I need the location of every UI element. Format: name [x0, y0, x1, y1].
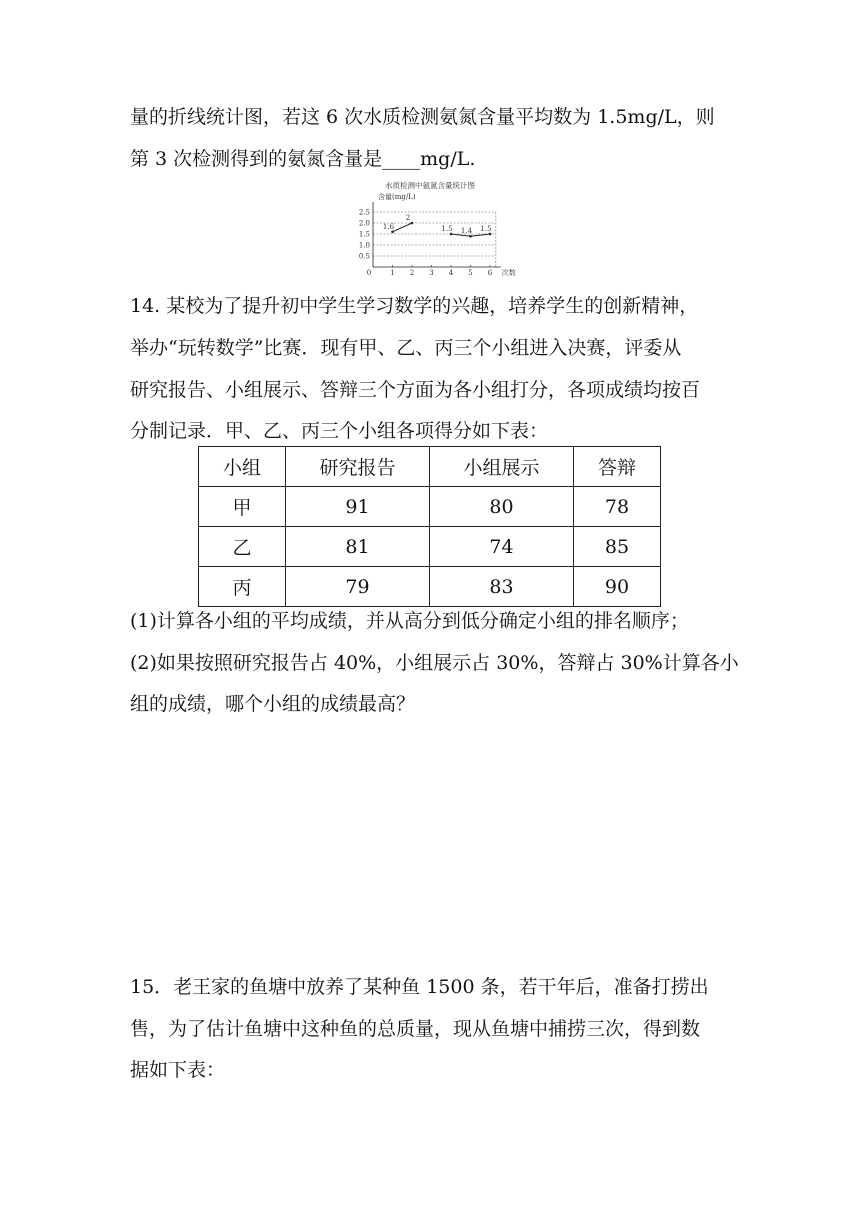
table-row	[199, 527, 661, 567]
score-table	[198, 446, 661, 607]
data-label: 1.6	[382, 222, 395, 231]
table-cell: 81	[286, 527, 430, 567]
y-tick-label: 2.0	[358, 219, 370, 228]
y-tick-label: 0.5	[358, 252, 370, 261]
data-label: 1.5	[480, 225, 492, 233]
q15-line-3: 据如下表：	[130, 1059, 226, 1081]
table-header-cell: 小组展示	[430, 447, 574, 487]
table-cell: 90	[574, 567, 661, 607]
q14-line-1: 14. 某校为了提升初中学生学习数学的兴趣，培养学生的创新精神，	[130, 295, 699, 317]
y-axis-label: 含量(mg/L)	[378, 193, 416, 201]
q14-line-3: 研究报告、小组展示、答辩三个方面为各小组打分，各项成绩均按百	[130, 379, 701, 401]
table-cell: 85	[574, 527, 661, 567]
chart-title: 水质检测中氨氮含量统计图	[385, 181, 475, 190]
table-header-row	[199, 447, 661, 487]
table-cell: 80	[430, 487, 574, 527]
table-cell: 91	[286, 487, 430, 527]
x-tick-label: 2	[409, 269, 415, 277]
table-row	[199, 567, 661, 607]
y-tick-label: 1.5	[358, 230, 370, 239]
data-label: 1.4	[460, 227, 473, 236]
x-axis-label: 次数	[501, 269, 516, 277]
q14-part-1: (1)计算各小组的平均成绩，并从高分到低分确定小组的排名顺序；	[130, 610, 689, 632]
data-point	[411, 222, 414, 225]
x-tick-label: 5	[468, 269, 473, 277]
data-point	[489, 233, 492, 236]
q14-part-2-line-2: 组的成绩，哪个小组的成绩最高？	[130, 693, 416, 715]
q15-line-1: 15．老王家的鱼塘中放养了某种鱼 1500 条，若干年后，准备打捞出	[130, 976, 709, 998]
data-point	[469, 235, 472, 238]
q14-line-2: 举办“玩转数学”比赛．现有甲、乙、丙三个小组进入决赛，评委从	[130, 337, 682, 359]
data-label: 2	[405, 214, 411, 222]
table-header-cell: 研究报告	[286, 447, 430, 487]
data-label: 1.5	[441, 225, 453, 233]
ammonia-line-chart	[350, 178, 516, 278]
data-point	[450, 233, 453, 236]
y-tick-label: 2.5	[358, 208, 370, 217]
table-header-cell: 答辩	[574, 447, 661, 487]
table-cell: 79	[286, 567, 430, 607]
table-header-cell: 小组	[199, 447, 286, 487]
table-cell: 丙	[199, 567, 286, 607]
q13-line-2: 第 3 次检测得到的氨氮含量是____mg/L.	[130, 148, 476, 170]
table-cell: 78	[574, 487, 661, 527]
x-tick-label: 0	[366, 269, 372, 277]
series-line	[393, 223, 413, 232]
data-point	[391, 231, 394, 234]
table-row	[199, 487, 661, 527]
q15-line-2: 售，为了估计鱼塘中这种鱼的总质量，现从鱼塘中捕捞三次，得到数	[130, 1018, 701, 1040]
q14-line-4: 分制记录．甲、乙、丙三个小组各项得分如下表：	[130, 420, 549, 442]
y-tick-label: 1.0	[358, 241, 370, 250]
table-cell: 74	[430, 527, 574, 567]
q14-part-2-line-1: (2)如果按照研究报告占 40%，小组展示占 30%，答辩占 30%计算各小	[130, 652, 739, 674]
x-tick-label: 3	[429, 269, 434, 277]
q13-line-1: 量的折线统计图，若这 6 次水质检测氨氮含量平均数为 1.5mg/L，则	[130, 106, 715, 128]
x-tick-label: 4	[448, 269, 454, 277]
table-cell: 甲	[199, 487, 286, 527]
x-tick-label: 6	[487, 269, 493, 277]
table-cell: 83	[430, 567, 574, 607]
x-tick-label: 1	[390, 269, 395, 277]
table-cell: 乙	[199, 527, 286, 567]
